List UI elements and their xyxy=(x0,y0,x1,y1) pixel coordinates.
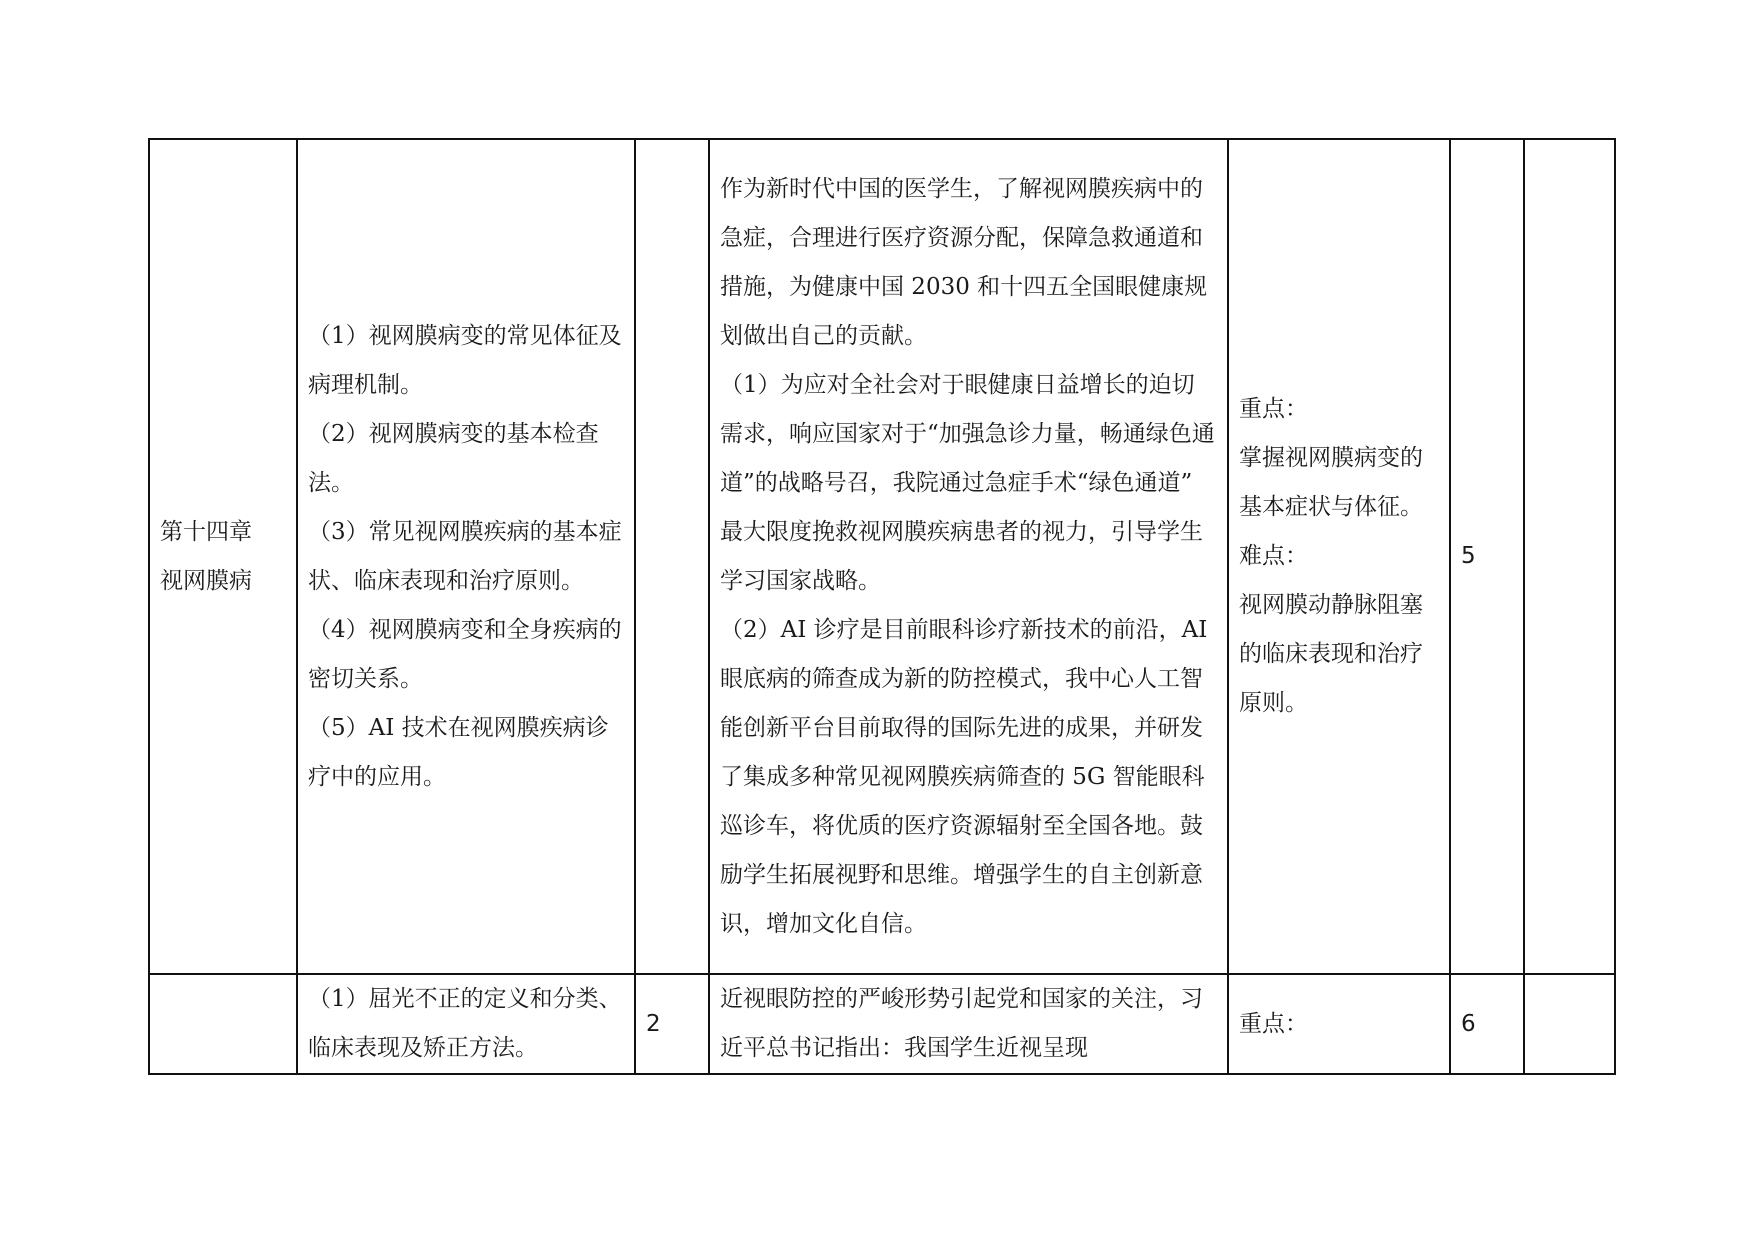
ideology-paragraph: （2）AI 诊疗是目前眼科诊疗新技术的前沿，AI 眼底病的筛查成为新的防控模式，我中心人工智能创新平台目前取得的国际先进的成果，并研发了集成多种常见视网膜疾病筛查的 5G 智能眼科巡诊车，将优质的医疗资源辐射至全国各地。鼓励学生拓展视野和思维。增强学生的自主创新意识，增加文化自信。 xyxy=(720,616,1208,937)
ideology-paragraph: （1）为应对全社会对于眼健康日益增长的迫切需求，响应国家对于“加强急诊力量，畅通绿色通道”的战略号召，我院通过急症手术“绿色通道” 最大限度挽救视网膜疾病患者的视力，引导学生学习国家战略。 xyxy=(720,371,1215,594)
key-points-cell xyxy=(1228,139,1450,974)
objective-cell: 5 xyxy=(1450,139,1524,974)
key-point-text: 掌握视网膜病变的基本症状与体征。 xyxy=(1239,445,1423,520)
content-item: （2）视网膜病变的基本检查法。 xyxy=(308,420,599,496)
ideology-paragraph: 近视眼防控的严峻形势引起党和国家的关注，习近平总书记指出：我国学生近视呈现 xyxy=(720,986,1203,1061)
content-item: （1）屈光不正的定义和分类、临床表现及矫正方法。 xyxy=(308,986,622,1061)
content-cell xyxy=(297,139,635,974)
ideology-cell xyxy=(709,974,1228,1074)
notes-cell xyxy=(1524,974,1615,1074)
key-point-label: 重点： xyxy=(1239,396,1308,422)
notes-cell xyxy=(1524,139,1615,974)
hours-cell: 2 xyxy=(635,974,709,1074)
content-item: （3）常见视网膜疾病的基本症状、临床表现和治疗原则。 xyxy=(308,518,622,594)
content-item: （5）AI 技术在视网膜疾病诊疗中的应用。 xyxy=(308,714,609,790)
table-row xyxy=(149,139,1615,974)
objective-cell: 6 xyxy=(1450,974,1524,1074)
content-item: （1）视网膜病变的常见体征及病理机制。 xyxy=(308,322,622,398)
ideology-cell xyxy=(709,139,1228,974)
chapter-subtitle: 视网膜病 xyxy=(160,567,252,594)
table-row xyxy=(149,974,1615,1074)
key-point-label: 重点： xyxy=(1239,1010,1308,1037)
hours-cell xyxy=(635,139,709,974)
content-item: （4）视网膜病变和全身疾病的密切关系。 xyxy=(308,616,622,692)
key-points-cell xyxy=(1228,974,1450,1074)
ideology-paragraph: 作为新时代中国的医学生，了解视网膜疾病中的急症，合理进行医疗资源分配，保障急救通道和措施，为健康中国 2030 和十四五全国眼健康规划做出自己的贡献。 xyxy=(720,175,1208,349)
course-syllabus-table xyxy=(148,138,1616,1075)
content-cell xyxy=(297,974,635,1074)
chapter-title: 第十四章 xyxy=(160,518,252,545)
difficulty-text: 视网膜动静脉阻塞的临床表现和治疗原则。 xyxy=(1239,592,1423,716)
difficulty-label: 难点： xyxy=(1239,543,1308,569)
chapter-cell xyxy=(149,139,297,974)
chapter-cell xyxy=(149,974,297,1074)
